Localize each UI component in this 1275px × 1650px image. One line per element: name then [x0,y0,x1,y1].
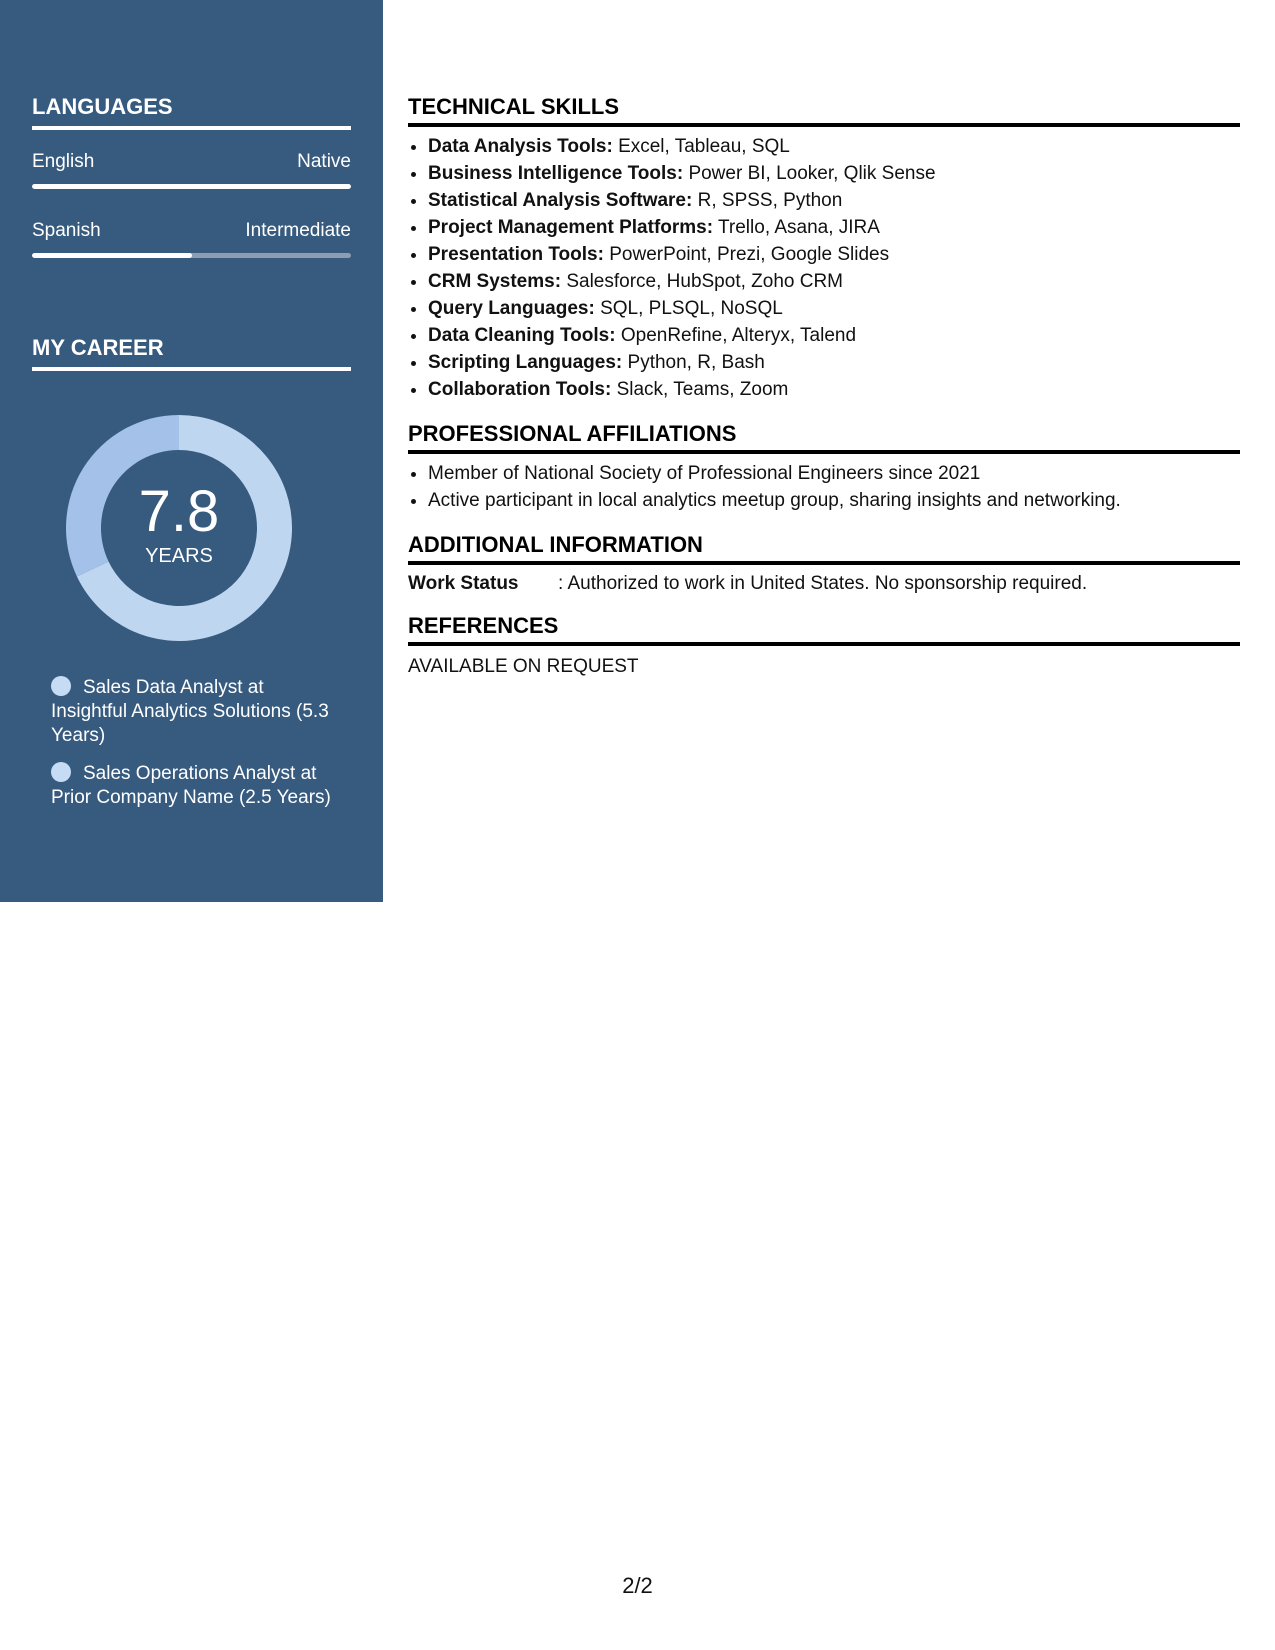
skill-name: Project Management Platforms: [428,217,714,238]
skill-name: Query Languages: [428,298,595,319]
career-list [51,676,341,824]
skill-name: CRM Systems: [428,271,562,292]
skill-item [428,322,1240,349]
technical-skills-title: TECHNICAL SKILLS [408,94,1240,127]
skill-name: Data Cleaning Tools: [428,325,616,346]
skill-item [428,241,1240,268]
skill-value: Power BI, Looker, Qlik Sense [688,163,936,184]
skill-name: Collaboration Tools: [428,379,612,400]
affiliation-item: • Active participant in local analytics meetup group, sharing insights and networking. [428,487,1240,514]
language-level: Intermediate [245,220,351,241]
career-donut-chart [66,415,292,641]
career-dot-icon [51,762,71,782]
skill-name: Statistical Analysis Software: [428,190,693,211]
skill-name: Scripting Languages: [428,352,623,373]
skill-value: Excel, Tableau, SQL [618,136,790,157]
references-title: REFERENCES [408,613,1240,646]
skill-value: Salesforce, HubSpot, Zoho CRM [566,271,844,292]
technical-skills-list [408,133,1240,403]
affiliations-list [408,460,1240,514]
references-text: AVAILABLE ON REQUEST [408,656,639,677]
additional-info-title: ADDITIONAL INFORMATION [408,532,1240,565]
career-item [51,676,341,748]
language-row-english [32,151,351,173]
skill-value: SQL, PLSQL, NoSQL [600,298,783,319]
language-bar-fill [32,253,192,258]
languages-title: LANGUAGES [32,94,351,130]
skill-item [428,160,1240,187]
skill-value: Slack, Teams, Zoom [616,379,789,400]
sidebar [0,0,383,902]
skill-name: Data Analysis Tools: [428,136,613,157]
skill-name: Presentation Tools: [428,244,604,265]
page-number: 2/2 [622,1573,653,1598]
skill-item [428,214,1240,241]
skill-name: Business Intelligence Tools: [428,163,684,184]
skill-item [428,349,1240,376]
skill-item [428,376,1240,403]
career-total-years: 7.8 [138,478,220,544]
career-title: MY CAREER [32,335,351,371]
career-total-unit: YEARS [145,544,213,567]
language-bar-english [32,184,351,189]
skill-item [428,295,1240,322]
language-level: Native [297,151,351,172]
language-bar-fill [32,184,351,189]
work-status-row [408,573,1240,595]
skill-value: PowerPoint, Prezi, Google Slides [609,244,890,265]
career-item-text: Sales Operations Analyst at Prior Company Name (2.5 Years) [51,763,331,808]
skill-value: OpenRefine, Alteryx, Talend [620,325,857,346]
affiliations-title: PROFESSIONAL AFFILIATIONS [408,421,1240,454]
language-bar-spanish [32,253,351,258]
career-dot-icon [51,676,71,696]
language-name: Spanish [32,220,101,241]
skill-value: Trello, Asana, JIRA [718,217,880,238]
affiliation-item: • Member of National Society of Professional Engineers since 2021 [428,460,1240,487]
career-item-text: Sales Data Analyst at Insightful Analytics Solutions (5.3 Years) [51,677,329,746]
work-status-label: Work Status [408,573,519,594]
language-row-spanish [32,220,351,242]
career-item [51,762,341,810]
skill-item [428,187,1240,214]
skill-value: Python, R, Bash [627,352,765,373]
work-status-value: : Authorized to work in United States. No sponsorship required. [558,573,1088,594]
language-name: English [32,151,95,172]
main-content [408,94,1240,678]
skill-item [428,268,1240,295]
skill-value: R, SPSS, Python [697,190,843,211]
career-donut-center [66,415,292,641]
skill-item [428,133,1240,160]
